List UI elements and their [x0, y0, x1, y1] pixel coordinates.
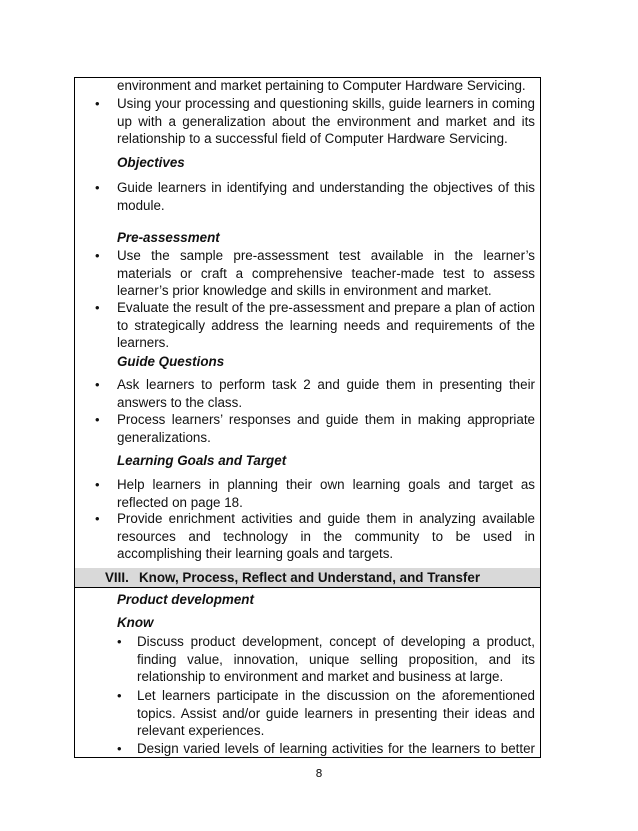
row-divider: [75, 587, 540, 588]
bullet-icon: •: [95, 248, 100, 263]
bullet-icon: •: [117, 634, 122, 649]
objectives-heading: Objectives: [117, 155, 185, 170]
list-item: Help learners in planning their own learning goals and target as reflected on page 18.: [117, 477, 535, 510]
list-item: Let learners participate in the discussion on the aforementioned topics. Assist and/or guide learners in presenting their ideas and relevant experiences.: [137, 688, 535, 739]
bullet-icon: •: [95, 377, 100, 392]
list-item: Design varied levels of learning activities for the learners to better: [137, 741, 535, 756]
list-item: Provide enrichment activities and guide them in analyzing available resources and technology in the community to be used in accomplishing their learning goals and targets.: [117, 511, 535, 562]
section-title: Know, Process, Reflect and Understand, and Transfer: [139, 570, 481, 585]
learning-goals-heading: Learning Goals and Target: [117, 453, 287, 468]
list-item: Guide learners in identifying and understanding the objectives of this module.: [117, 180, 535, 213]
list-item: Discuss product development, concept of developing a product, finding value, innovation, unique selling proposition, and its relationship to environment and market and business at large.: [137, 634, 535, 685]
list-item: Using your processing and questioning skills, guide learners in coming up with a generalization about the environment and market and its relationship to a successful field of Computer Hardware Servicing.: [117, 96, 535, 147]
bullet-icon: •: [95, 477, 100, 492]
preassessment-heading: Pre-assessment: [117, 230, 220, 245]
table-bottom-border: [74, 757, 541, 758]
list-item: Evaluate the result of the pre-assessment and prepare a plan of action to strategically address the learning needs and requirements of the learners.: [117, 300, 535, 351]
bullet-icon: •: [95, 96, 100, 111]
list-item: Use the sample pre-assessment test available in the learner’s materials or craft a comprehensive teacher-made test to assess learner’s prior knowledge and skills in environment and market.: [117, 248, 535, 299]
section-header-row: [75, 568, 540, 587]
product-development-heading: Product development: [117, 592, 254, 607]
know-heading: Know: [117, 615, 154, 630]
bullet-icon: •: [117, 688, 122, 703]
guide-questions-heading: Guide Questions: [117, 354, 225, 369]
bullet-icon: •: [117, 741, 122, 756]
bullet-icon: •: [95, 300, 100, 315]
continued-text: environment and market pertaining to Computer Hardware Servicing.: [117, 78, 526, 93]
list-item: Process learners’ responses and guide them in making appropriate generalizations.: [117, 412, 535, 445]
section-number: VIII.: [105, 570, 129, 585]
bullet-icon: •: [95, 412, 100, 427]
bullet-icon: •: [95, 511, 100, 526]
lesson-table: [74, 77, 541, 758]
page-number: 8: [315, 767, 323, 780]
bullet-icon: •: [95, 180, 100, 195]
list-item: Ask learners to perform task 2 and guide them in presenting their answers to the class.: [117, 377, 535, 410]
